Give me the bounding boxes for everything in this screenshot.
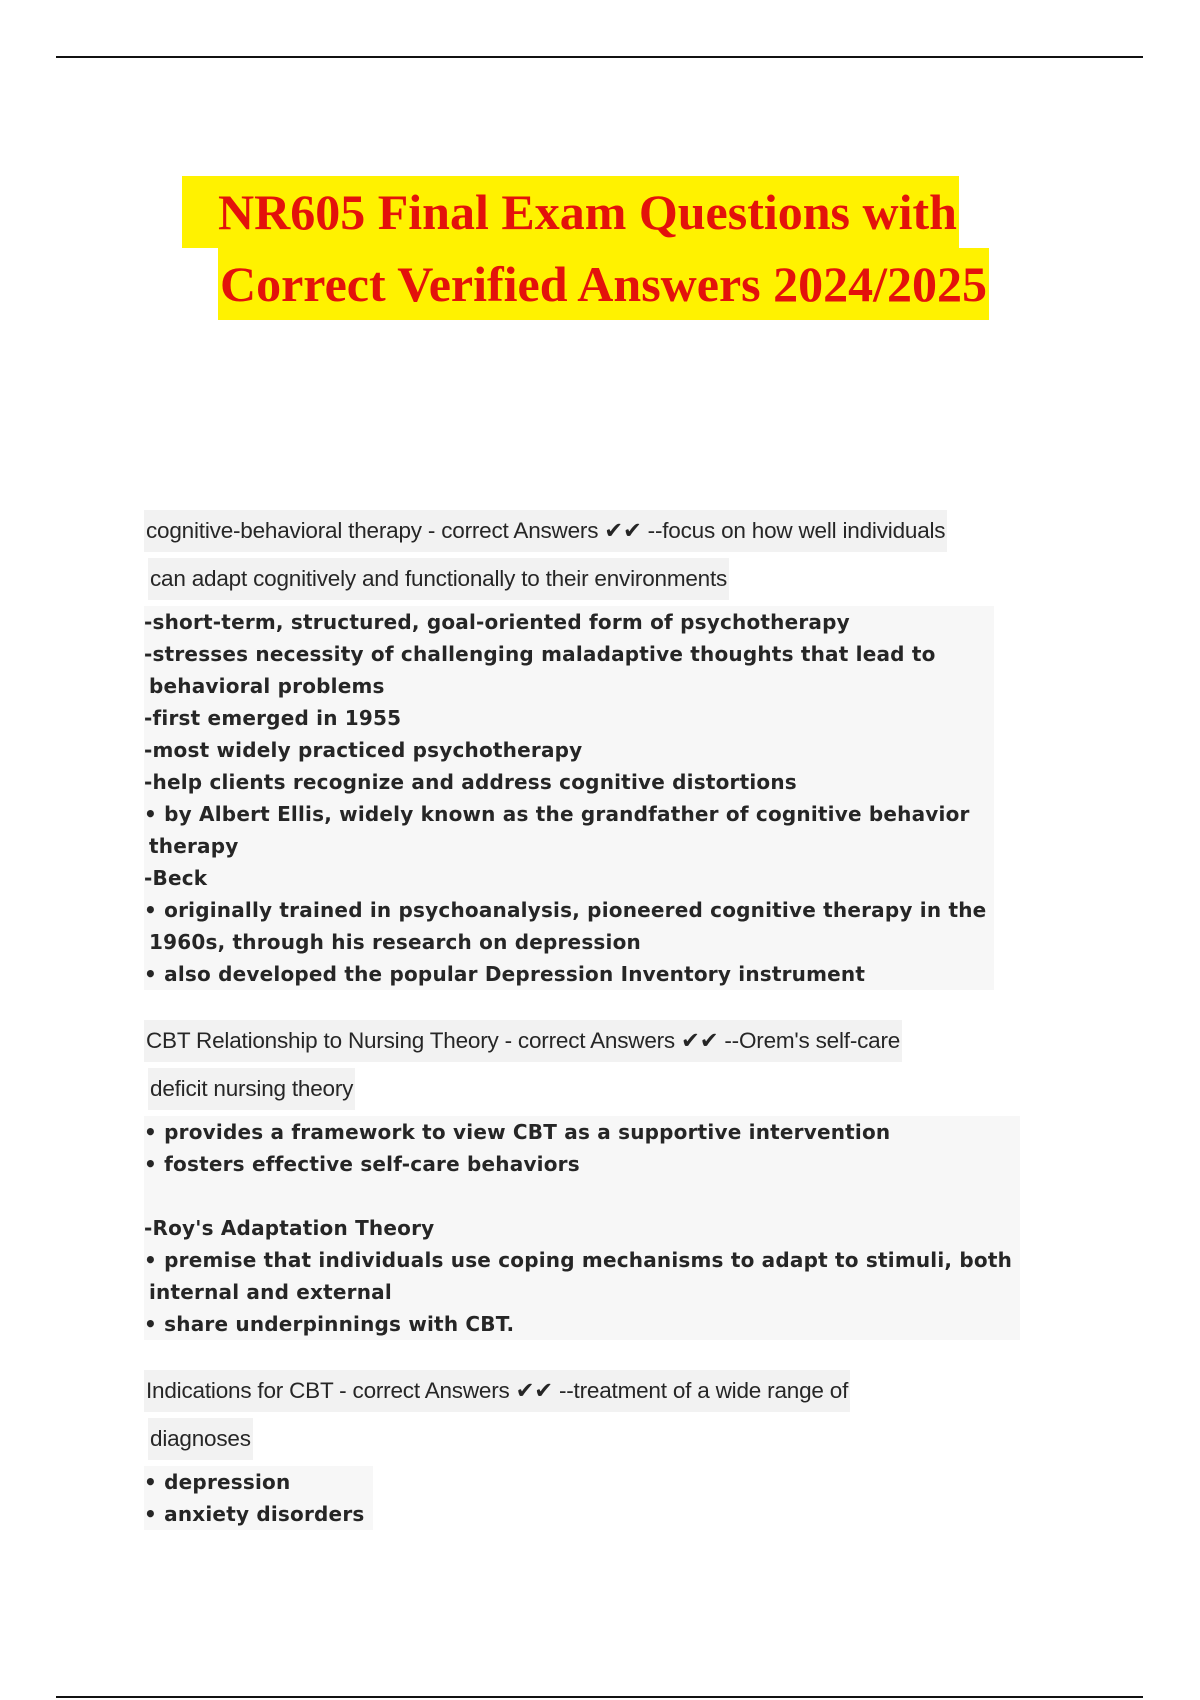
question-line: can adapt cognitively and functionally to their environments	[148, 558, 729, 600]
question-line: CBT Relationship to Nursing Theory - correct Answers ✔✔ --Orem's self-care	[144, 1020, 902, 1062]
question	[144, 1370, 1064, 1460]
title-line-2: Correct Verified Answers 2024/2025	[218, 248, 989, 320]
qa-content	[144, 510, 1064, 1560]
question	[144, 510, 1064, 600]
answer-line: -stresses necessity of challenging maladaptive thoughts that lead to	[144, 642, 936, 666]
document-title	[182, 176, 1082, 320]
answer-line: 1960s, through his research on depression	[149, 930, 641, 954]
answer-line: -short-term, structured, goal-oriented form of psychotherapy	[144, 610, 850, 634]
answer-line: • anxiety disorders	[144, 1502, 365, 1526]
answer-line: internal and external	[149, 1280, 392, 1304]
answer-line: -first emerged in 1955	[144, 706, 402, 730]
answer-line: • fosters effective self-care behaviors	[144, 1152, 580, 1176]
answer-line: • depression	[144, 1470, 291, 1494]
answer-line: • premise that individuals use coping mechanisms to adapt to stimuli, both	[144, 1248, 1013, 1272]
question-line: Indications for CBT - correct Answers ✔✔ --treatment of a wide range of	[144, 1370, 850, 1412]
answer	[144, 1116, 1020, 1340]
answer	[144, 606, 994, 990]
answer-line: -most widely practiced psychotherapy	[144, 738, 583, 762]
title-line-1: NR605 Final Exam Questions with	[182, 176, 959, 248]
answer-line: therapy	[149, 834, 239, 858]
answer-line	[144, 1180, 1012, 1212]
answer-line: • by Albert Ellis, widely known as the grandfather of cognitive behavior	[144, 802, 970, 826]
answer-line: • share underpinnings with CBT.	[144, 1312, 515, 1336]
answer	[144, 1466, 373, 1530]
qa-section	[144, 510, 1064, 990]
answer-line: -Beck	[144, 866, 208, 890]
question-line: deficit nursing theory	[148, 1068, 355, 1110]
answer-line: • provides a framework to view CBT as a supportive intervention	[144, 1120, 891, 1144]
qa-section	[144, 1020, 1064, 1340]
answer-line: • originally trained in psychoanalysis, pioneered cognitive therapy in the	[144, 898, 987, 922]
question-line: diagnoses	[148, 1418, 253, 1460]
top-divider	[56, 56, 1143, 58]
qa-section	[144, 1370, 1064, 1530]
question	[144, 1020, 1064, 1110]
answer-line: -Roy's Adaptation Theory	[144, 1216, 435, 1240]
answer-line: -help clients recognize and address cognitive distortions	[144, 770, 797, 794]
answer-line: • also developed the popular Depression Inventory instrument	[144, 962, 866, 986]
answer-line: behavioral problems	[149, 674, 385, 698]
question-line: cognitive-behavioral therapy - correct Answers ✔✔ --focus on how well individuals	[144, 510, 947, 552]
bottom-divider	[56, 1696, 1143, 1698]
